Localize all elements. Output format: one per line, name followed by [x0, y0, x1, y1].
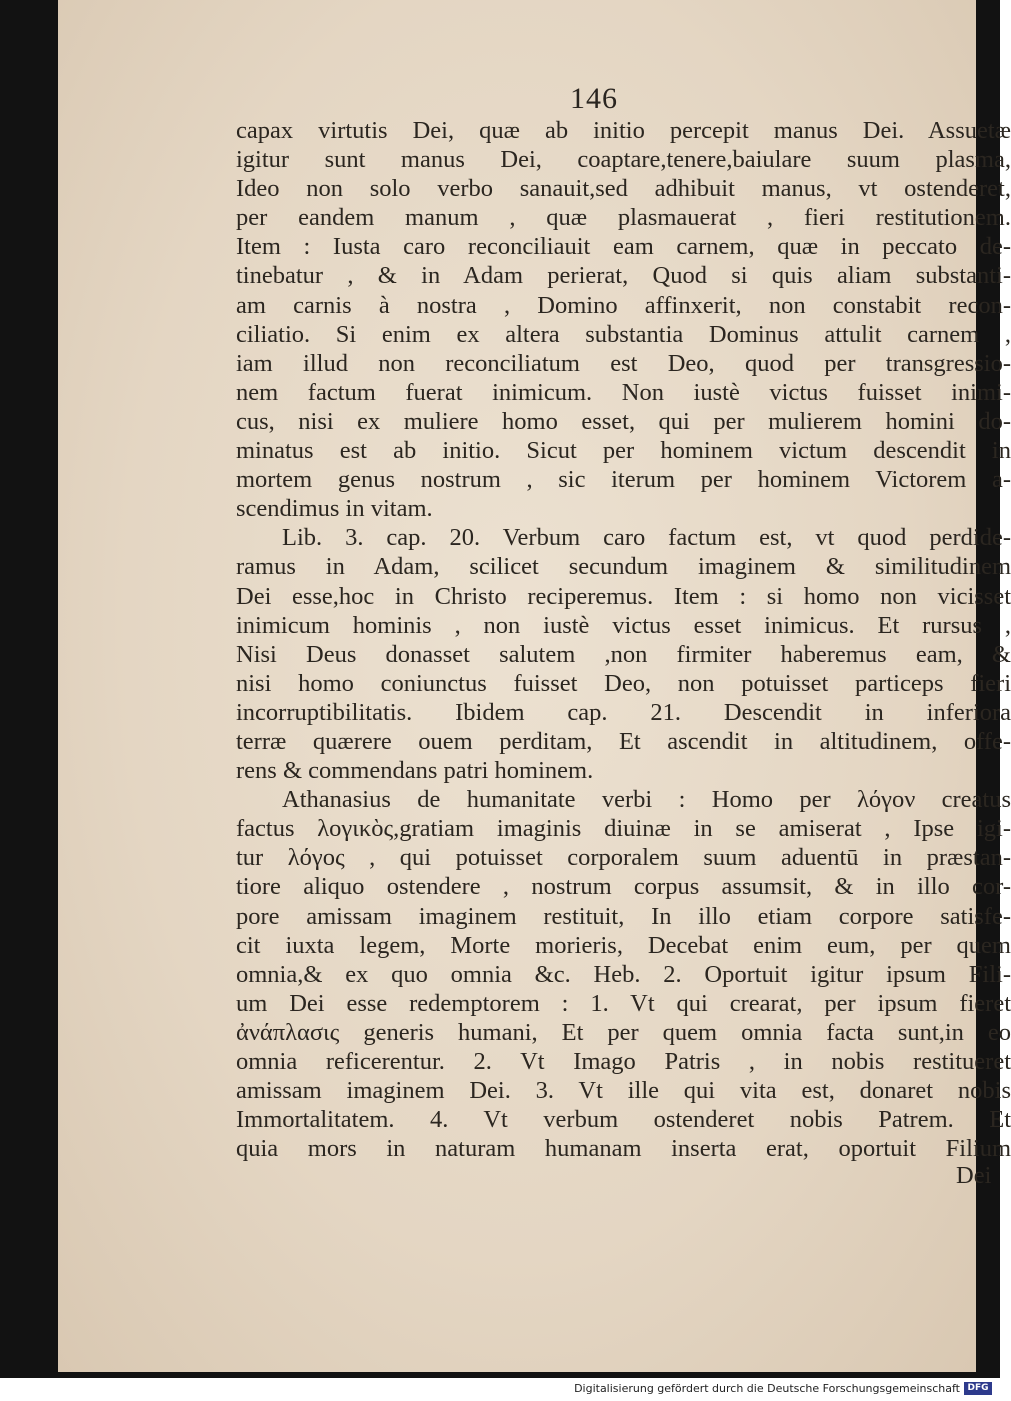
text-line: quia mors in naturam humanam inserta erat, oportuit Filium [236, 1135, 1011, 1163]
text-line: terræ quærere ouem perditam, Et ascendit in altitudinem, offe- [236, 727, 1011, 755]
text-line: cit iuxta legem, Morte morieris, Decebat enim eum, per quem [236, 931, 1011, 959]
text-line: mortem genus nostrum , sic iterum per hominem Victorem a- [236, 466, 1011, 494]
text-line: ciliatio. Si enim ex altera substantia Dominus attulit carnem , [236, 320, 1011, 348]
funding-credit: Digitalisierung gefördert durch die Deutsche Forschungsgemeinschaft [574, 1382, 960, 1395]
text-line: omnia,& ex quo omnia &c. Heb. 2. Oportuit igitur ipsum Fili- [236, 960, 1011, 988]
text-line: amissam imaginem Dei. 3. Vt ille qui vita est, donaret nobis [236, 1077, 1011, 1105]
text-line: tur λόγος , qui potuisset corporalem suum aduentū in præstan- [236, 844, 1011, 872]
text-line: factus λογικὸς,gratiam imaginis diuinæ in se amiserat , Ipse igi- [236, 815, 1011, 843]
text-line: capax virtutis Dei, quæ ab initio percepit manus Dei. Assuetæ [236, 117, 1011, 144]
text-line: Athanasius de humanitate verbi : Homo per λόγον creatus [282, 786, 1011, 814]
text-line: am carnis à nostra , Domino affinxerit, non constabit recon- [236, 291, 1011, 319]
text-line: Item : Iusta caro reconciliauit eam carnem, quæ in peccato de- [236, 233, 1011, 261]
text-line: rens & commendans patri hominem. [236, 757, 594, 785]
text-line: um Dei esse redemptorem : 1. Vt qui crearat, per ipsum fieret [236, 989, 1011, 1017]
body-text [236, 116, 1011, 1163]
text-line: nisi homo coniunctus fuisset Deo, non potuisset particeps fieri [236, 669, 1011, 697]
text-line: Ideo non solo verbo sanauit,sed adhibuit manus, vt ostenderet, [236, 175, 1011, 203]
dfg-logo-icon: DFG [964, 1382, 992, 1395]
catchword: Dei [956, 1162, 992, 1189]
text-line: cus, nisi ex muliere homo esset, qui per mulierem homini do- [236, 407, 1011, 435]
text-line: Immortalitatem. 4. Vt verbum ostenderet nobis Patrem. Et [236, 1106, 1011, 1134]
book-page [58, 0, 1011, 1372]
text-line: pore amissam imaginem restituit, In illo etiam corpore satisfe- [236, 902, 1011, 930]
text-line: minatus est ab initio. Sicut per hominem victum descendit in [236, 437, 1011, 465]
text-line: nem factum fuerat inimicum. Non iustè victus fuisset inimi- [236, 378, 1011, 406]
text-line: per eandem manum , quæ plasmauerat , fieri restitutionem. [236, 204, 1011, 232]
text-line: ἀνάπλασις generis humani, Et per quem omnia facta sunt,in eo [236, 1018, 1011, 1046]
text-line: iam illud non reconciliatum est Deo, quod per transgressio- [236, 349, 1011, 377]
text-line: Lib. 3. cap. 20. Verbum caro factum est, vt quod perdide- [282, 524, 1011, 552]
text-line: ramus in Adam, scilicet secundum imaginem & similitudinem [236, 553, 1011, 581]
text-line: Nisi Deus donasset salutem ,non firmiter haberemus eam, & [236, 640, 1011, 668]
text-line: scendimus in vitam. [236, 495, 433, 523]
text-line: omnia reficerentur. 2. Vt Imago Patris , in nobis restitueret [236, 1048, 1011, 1075]
text-line: incorruptibilitatis. Ibidem cap. 21. Descendit in inferiora [236, 698, 1011, 726]
text-line: tiore aliquo ostendere , nostrum corpus assumsit, & in illo cor- [236, 873, 1011, 901]
text-line: Dei esse,hoc in Christo reciperemus. Item : si homo non vicisset [236, 582, 1011, 610]
text-line: igitur sunt manus Dei, coaptare,tenere,baiulare suum plasma, [236, 146, 1011, 174]
page-number: 146 [570, 82, 618, 115]
text-line: inimicum hominis , non iustè victus esset inimicus. Et rursus , [236, 611, 1011, 639]
text-line: tinebatur , & in Adam perierat, Quod si quis aliam substanti- [236, 262, 1011, 290]
digitization-footer [0, 1378, 1000, 1401]
